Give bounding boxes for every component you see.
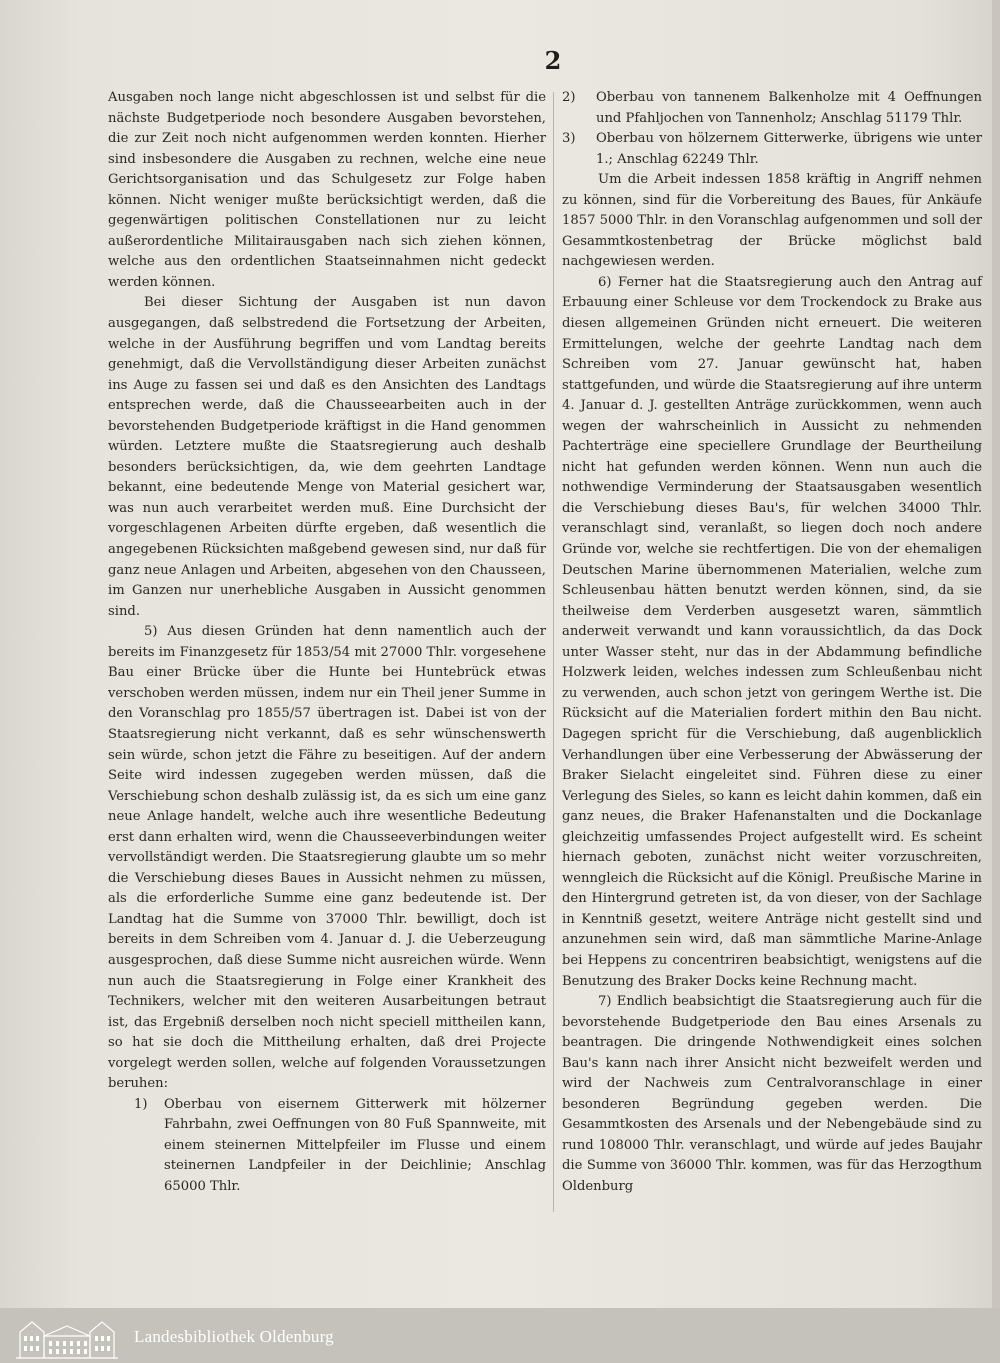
paragraph: 7) Endlich beabsichtigt die Staatsregierung auch für die bevorstehende Budgetperiode den Bau eines Arsenals zu beantragen. Die dringende Nothwendigkeit eines solchen Bau's kann nach ihrer Ansicht nicht bezweifelt werden und wird der Nachweis zum Centralvoranschlage in einer besonderen Begründung gegeben werden. Die Gesammtkosten des Arsenals und der Nebengebäude sind zu rund 108000 Thlr. veranschlagt, und würde auf jedes Baujahr die Summe von 36000 Thlr. kommen, was für das Herzogthum Oldenburg xyxy=(562,994,982,1194)
library-building-logo-icon xyxy=(14,1316,120,1360)
column-divider xyxy=(553,92,554,1212)
left-column xyxy=(108,88,546,1198)
item-number: 1) xyxy=(134,1096,148,1112)
page-edge xyxy=(992,0,1000,1308)
paragraph: 5) Aus diesen Gründen hat denn namentlich auch der bereits im Finanzgesetz für 1853/54 mit 27000 Thlr. vorgesehene Bau einer Brücke über die Hunte bei Huntebrück etwas verschoben werden müssen, indem nur ein Theil jener Summe in den Voranschlag pro 1855/57 übertragen ist. Dabei ist von der Staatsregierung nicht verkannt, daß es sehr wünschenswerth sein würde, schon jetzt die Fähre zu beseitigen. Auf der andern Seite wird indessen zugegeben werden müssen, daß die Verschiebung schon deshalb zulässig ist, da es sich um eine ganz neue Anlage handelt, welche auch ihre wesentliche Bedeutung erst dann erhalten wird, wenn die Chausseeverbindungen weiter vervollständigt werden. Die Staatsregierung glaubte um so mehr die Verschiebung dieses Baues in Aussicht nehmen zu müssen, als die erforderliche Summe eine ganz bedeutende ist. Der Landtag hat die Summe von 37000 Thlr. bewilligt, doch ist bereits in dem Schreiben vom 4. Januar d. J. die Ueberzeugung ausgesprochen, daß diese Summe nicht ausreichen würde. Wenn nun auch die Staatsregierung in Folge einer Krankheit des Technikers, welcher mit den weiteren Ausarbeitungen betraut ist, das Ergebniß derselben noch nicht speciell mittheilen kann, so hat sie doch die Mittheilung erhalten, daß drei Projecte vorgelegt werden sollen, welche auf folgenden Voraussetzungen beruhen: xyxy=(108,624,546,1092)
item-number: 3) xyxy=(562,131,576,147)
item-text: Oberbau von tannenem Balkenholze mit 4 Oeffnungen und Pfahljochen von Tannenholz; Anschlag 51179 Thlr. xyxy=(596,90,982,126)
paragraph: Bei dieser Sichtung der Ausgaben ist nun davon ausgegangen, daß selbstredend die Fortsetzung der Arbeiten, welche in der Ausführung begriffen und vom Landtag bereits genehmigt, daß die Vervollständigung dieser Arbeiten zunächst ins Auge zu fassen sei und daß es den Ansichten des Landtags entsprechen werde, daß die Chausseearbeiten auch in der bevorstehenden Budgetperiode kräftigst in die Hand genommen würden. Letztere mußte die Staatsregierung auch deshalb besonders berücksichtigen, da, wie dem geehrten Landtage bekannt, eine bedeutende Menge von Material gesichert war, was nun auch verarbeitet werden muß. Eine Durchsicht der vorgeschlagenen Arbeiten dürfte ergeben, daß wesentlich die angegebenen Rücksichten maßgebend gewesen sind, nur daß für ganz neue Anlagen und Arbeiten, abgesehen von den Chausseen, im Ganzen nur unerhebliche Ausgaben in Aussicht genommen sind. xyxy=(108,295,546,619)
item-text: Oberbau von hölzernem Gitterwerke, übrigens wie unter 1.; Anschlag 62249 Thlr. xyxy=(596,131,982,167)
footer-library-label: Landesbibliothek Oldenburg xyxy=(134,1327,334,1346)
paragraph: Um die Arbeit indessen 1858 kräftig in Angriff nehmen zu können, sind für die Vorbereitung des Baues, für Ankäufe 1857 5000 Thlr. in den Voranschlag aufgenommen und soll der Gesammtkostenbetrag der Brücke möglichst bald nachgewiesen werden. xyxy=(562,172,982,270)
item-text: Oberbau von eisernem Gitterwerk mit hölzerner Fahrbahn, zwei Oeffnungen von 80 Fuß Spannweite, mit einem steinernen Mittelpfeiler im Flusse und einem steinernen Landpfeiler in der Deichlinie; Anschlag 65000 Thlr. xyxy=(164,1096,546,1194)
page-number: 2 xyxy=(544,46,562,75)
right-column xyxy=(562,88,982,1198)
numbered-item xyxy=(562,129,982,170)
item-number: 2) xyxy=(562,90,576,105)
paragraph: Ausgaben noch lange nicht abgeschlossen ist und selbst für die nächste Budgetperiode noch besondere Ausgaben bevorstehen, die zur Zeit noch nicht aufgenommen werden konnten. Hierher sind insbesondere die Ausgaben zu rechnen, welche eine neue Gerichtsorganisation und das Schulgesetz zur Folge haben können. Nicht weniger mußte berücksichtigt werden, daß die gegenwärtigen politischen Constellationen nur zu leicht außerordentliche Militairausgaben nach sich ziehen können, welche aus den ordentlichen Staatseinnahmen nicht gedeckt werden können. xyxy=(108,90,546,290)
paragraph: 6) Ferner hat die Staatsregierung auch den Antrag auf Erbauung einer Schleuse vor dem Trockendock zu Brake aus diesen allgemeinen Gründen nicht erneuert. Die weiteren Ermittelungen, welche der geehrte Landtag nach dem Schreiben vom 27. Januar gewünscht hat, haben stattgefunden, und würde die Staatsregierung auf ihre unterm 4. Januar d. J. gestellten Anträge zurückkommen, wenn auch wegen der wahrscheinlich in Aussicht zu nehmenden Pachterträge eine speciellere Grundlage der Beurtheilung nicht hat gefunden werden können. Wenn nun auch die nothwendige Verminderung der Staatsausgaben wesentlich die Verschiebung dieses Bau's, für welchen 34000 Thlr. veranschlagt sind, veranlaßt, so liegen doch noch andere Gründe vor, welche sie rechtfertigen. Die von der ehemaligen Deutschen Marine übernommenen Materialien, welche zum Schleusenbau hätten benutzt werden können, sind, da sie theilweise dem Verderben ausgesetzt waren, sämmtlich anderweit verwandt und kann voraussichtlich, da das Dock unter Wasser steht, nur das in der Abdammung befindliche Holzwerk leiden, welches indessen zum Schleußenbau nicht zu verwenden, auch schon jetzt von geringem Werthe ist. Die Rücksicht auf die Materialien fordert mithin den Bau nicht. Dagegen spricht für die Verschiebung, daß augenblicklich Verhandlungen über eine Verbesserung der Abwässerung der Braker Sielacht eingeleitet sind. Führen diese zu einer Verlegung des Sieles, so kann es leicht dahin kommen, daß ein ganz neues, die Braker Hafenanstalten und die Dockanlage gleichzeitig umfassendes Project aufgestellt wird. Es scheint hiernach geboten, zunächst nicht weiter vorzuschreiten, wenngleich die Rücksicht auf die Königl. Preußische Marine in den Hintergrund getreten ist, da von dieser, von der Sachlage in Kenntniß gesetzt, weitere Anträge nicht gestellt sind und anzunehmen sein wird, daß man sämmtliche Marine-Anlage bei Heppens zu concentriren beabsichtigt, wenigstens auf die Benutzung des Braker Docks keine Rechnung macht. xyxy=(562,274,982,989)
numbered-item xyxy=(108,1095,546,1198)
numbered-item xyxy=(562,88,982,129)
